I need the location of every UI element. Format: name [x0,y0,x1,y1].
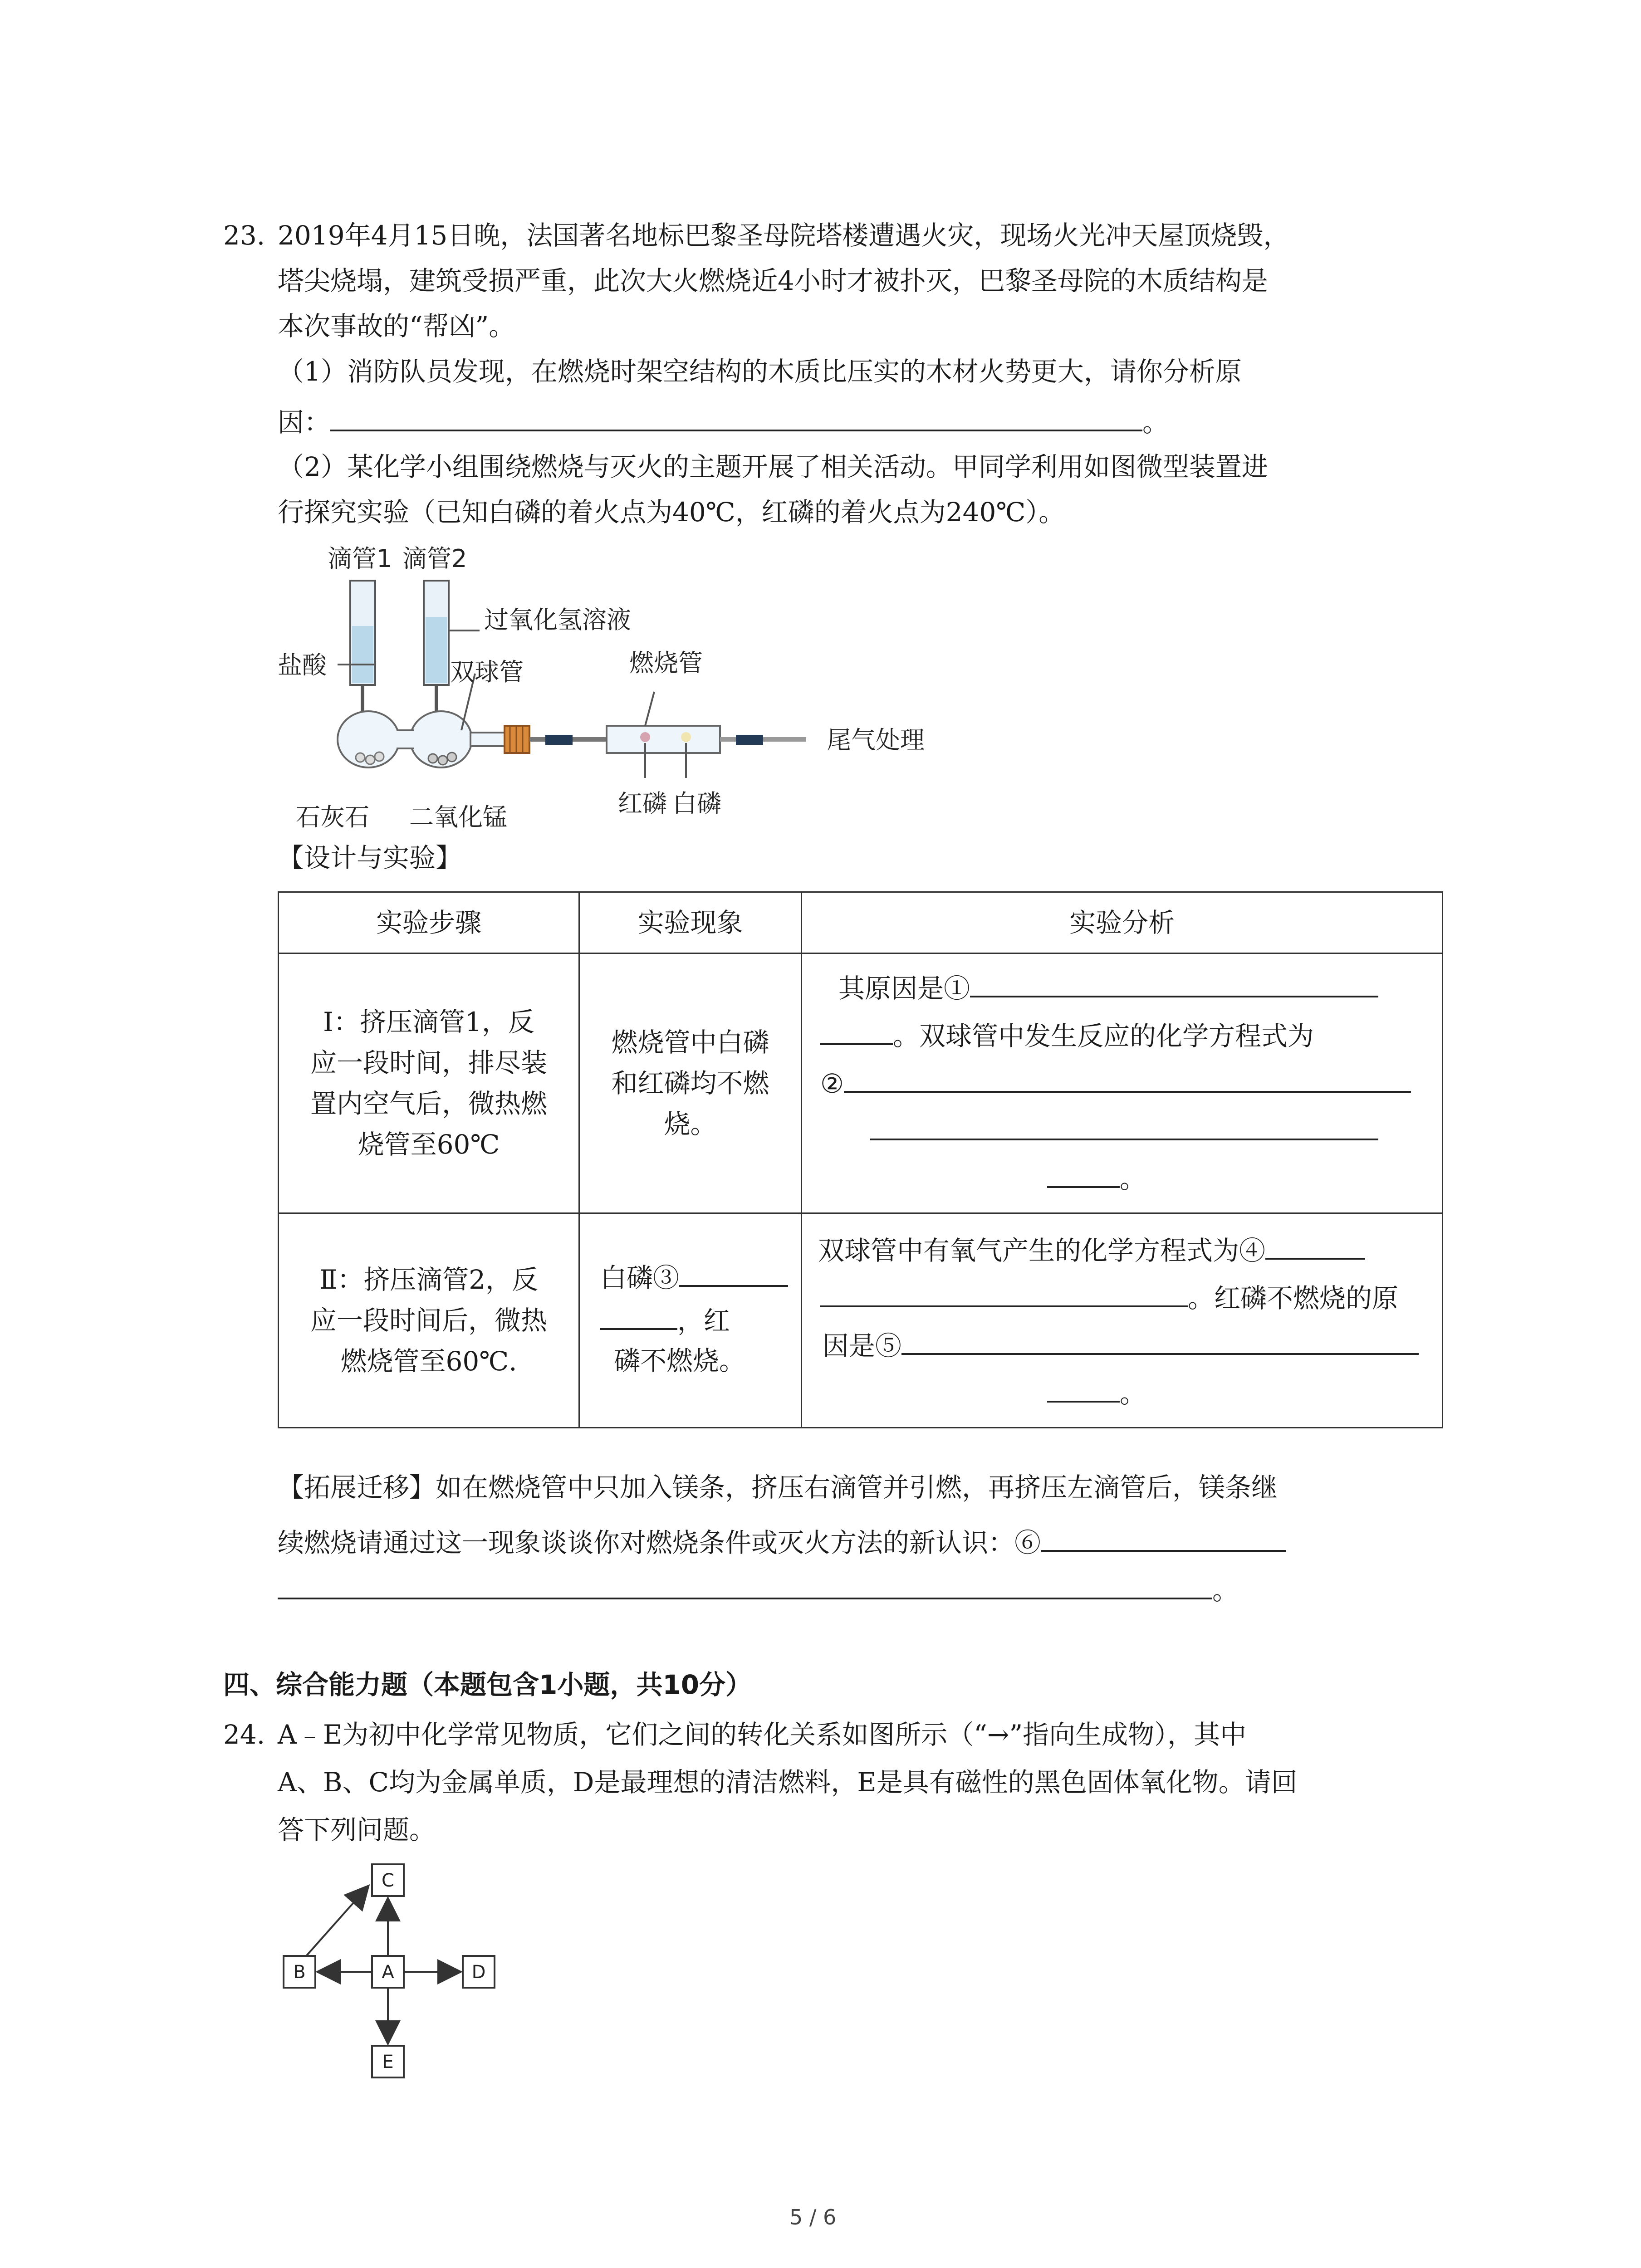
q23-part1-line1: （1）消防队员发现，在燃烧时架空结构的木质比压实的木材火势更大，请你分析原 [278,356,1242,387]
row1-step: Ⅰ：挤压滴管1，反 应一段时间，排尽装 置内空气后，微热燃 烧管至60℃ [279,953,579,1213]
label-h2o2: 过氧化氢溶液 [484,606,631,634]
answer-blank-row1-2[interactable] [844,1067,1411,1093]
answer-blank-row1-2c[interactable] [1047,1163,1120,1188]
q23-part1-line2: 因： 。 [278,406,1169,435]
answer-blank-row2-3b[interactable] [600,1305,677,1330]
q23-stem-line2: 塔尖烧塌，建筑受损严重，此次大火燃烧近4小时才被扑灭，巴黎圣母院的木质结构是 [278,265,1268,296]
row2-phenomenon: 白磷③ ，红 磷不燃烧。 [579,1213,802,1428]
q24-line2: A、B、C均为金属单质，D是最理想的清洁燃料，E是具有磁性的黑色固体氧化物。请回 [278,1767,1298,1798]
answer-blank-row1-2b[interactable] [870,1115,1378,1140]
label-exhaust: 尾气处理 [827,726,925,754]
label-white-phosphorus: 白磷 [672,789,721,818]
extension-line1: 【拓展迁移】如在燃烧管中只加入镁条，挤压右滴管并引燃，再挤压左滴管后，镁条继 [278,1472,1278,1503]
label-limestone: 石灰石 [296,803,369,831]
q23-part2-line2: 行探究实验（已知白磷的着火点为40℃，红磷的着火点为240℃）。 [278,497,1065,528]
q23-stem-line3: 本次事故的“帮凶”。 [278,311,515,342]
extension-line2: 续燃烧请通过这一现象谈谈你对燃烧条件或灭火方法的新认识：⑥ [278,1526,1286,1556]
label-double-bulb: 双球管 [450,658,524,686]
node-label-c: C [382,1870,394,1891]
label-mno2: 二氧化锰 [409,803,507,831]
table-header-analysis: 实验分析 [802,892,1443,953]
answer-blank-6[interactable] [1041,1526,1286,1552]
label-red-phosphorus: 红磷 [618,789,667,818]
q23-part2-line1: （2）某化学小组围绕燃烧与灭火的主题开展了相关活动。甲同学利用如图微型装置进 [278,451,1268,482]
node-label-a: A [382,1962,394,1983]
answer-blank-row2-4[interactable] [1265,1234,1365,1260]
q23-number: 23. [223,220,265,251]
label-hcl: 盐酸 [278,651,327,679]
answer-blank-row1-1[interactable] [970,972,1378,997]
conversion-diagram [272,1851,526,2105]
row1-phenomenon: 燃烧管中白磷 和红磷均不燃 烧。 [579,953,802,1213]
node-label-b: B [293,1962,306,1983]
label-dropper1: 滴管1 [328,544,392,573]
answer-blank-row2-4b[interactable] [820,1282,1188,1307]
apparatus-diagram [278,535,940,839]
answer-blank-row2-5[interactable] [901,1330,1419,1355]
q24-line1: A﹣E为初中化学常见物质，它们之间的转化关系如图所示（“→”指向生成物），其中 [278,1719,1247,1750]
label-dropper2: 滴管2 [402,544,467,573]
answer-blank-row1-1b[interactable] [820,1020,893,1045]
node-label-e: E [382,2052,394,2072]
page-number: 5 / 6 [789,2205,837,2229]
row2-analysis: 双球管中有氧气产生的化学方程式为④ 。红磷不燃烧的原 因是⑤ 。 [802,1213,1443,1428]
q23-stem-line1: 2019年4月15日晚，法国著名地标巴黎圣母院塔楼遭遇火灾，现场火光冲天屋顶烧毁， [278,220,1290,251]
q24-line3: 答下列问题。 [278,1814,436,1845]
q24-number: 24. [223,1719,265,1750]
row2-step: Ⅱ：挤压滴管2，反 应一段时间后，微热 燃烧管至60℃. [279,1213,579,1428]
table-header-steps: 实验步骤 [279,892,579,953]
row1-analysis: 其原因是① 。双球管中发生反应的化学方程式为 ② 。 [802,953,1443,1213]
arrow-b-to-c [306,1887,367,1956]
answer-blank-row2-3[interactable] [679,1261,788,1287]
table-header-phenomenon: 实验现象 [579,892,802,953]
answer-blank-1[interactable] [330,406,1142,431]
node-label-d: D [471,1962,486,1983]
design-heading: 【设计与实验】 [278,842,462,873]
section4-heading: 四、综合能力题（本题包含1小题，共10分） [223,1669,752,1700]
answer-blank-row2-5b[interactable] [1047,1377,1120,1403]
extension-line3: 。 [278,1574,1239,1603]
label-combustion-tube: 燃烧管 [629,649,703,677]
answer-blank-6b[interactable] [278,1574,1212,1599]
experiment-table [278,891,1443,1428]
